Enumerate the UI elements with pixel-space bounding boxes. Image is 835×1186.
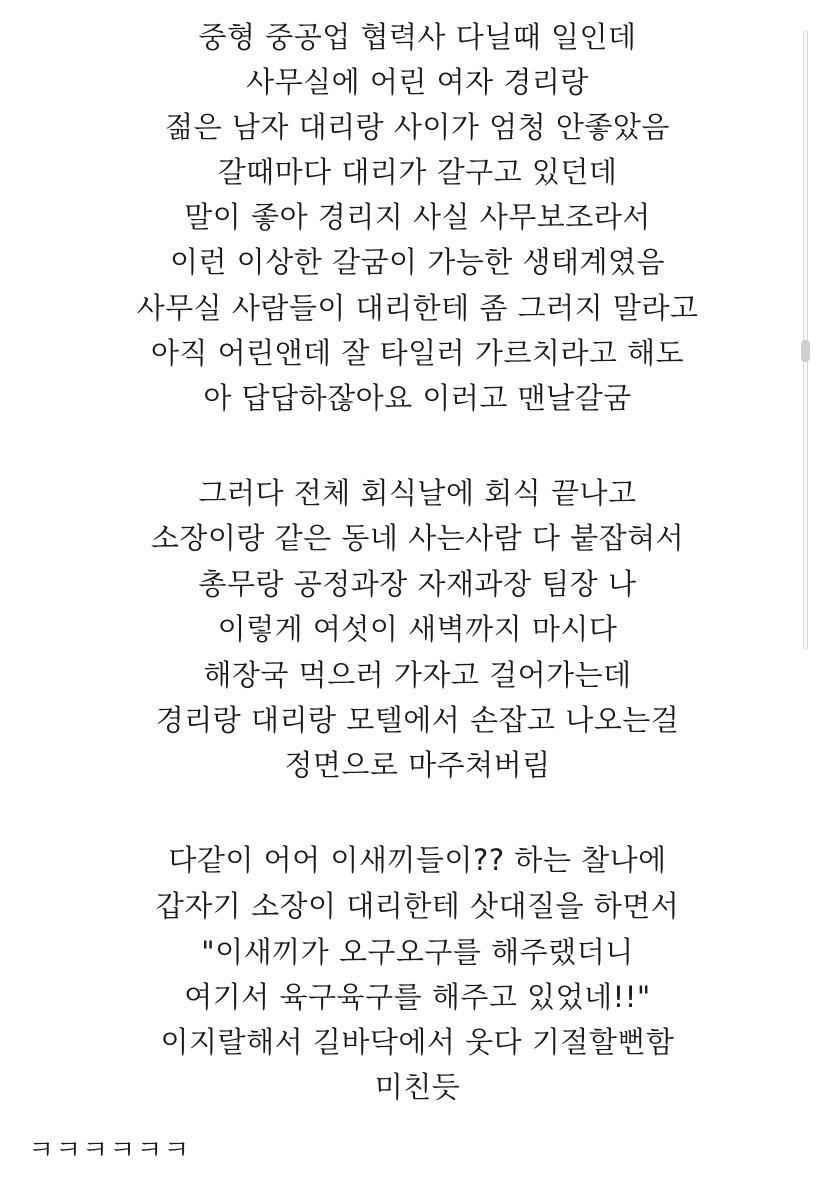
post-line: 정면으로 마주쳐버림 xyxy=(284,748,551,782)
post-line: 총무랑 공정과장 자재과장 팀장 나 xyxy=(198,567,637,601)
post-line: 중형 중공업 협력사 다닐때 일인데 xyxy=(198,20,637,54)
post-line: 젊은 남자 대리랑 사이가 엄청 안좋았음 xyxy=(165,110,670,144)
post-line: 사무실에 어린 여자 경리랑 xyxy=(246,65,589,99)
post-line: 이렇게 여섯이 새벽까지 마시다 xyxy=(217,612,618,646)
post-line: 사무실 사람들이 대리한테 좀 그러지 말라고 xyxy=(136,291,699,325)
post-line: 여기서 육구육구를 해주고 있었네!!" xyxy=(184,980,651,1014)
post-line: 다같이 어어 이새끼들이?? 하는 찰나에 xyxy=(168,843,667,877)
post-line: 해장국 먹으러 가자고 걸어가는데 xyxy=(203,658,632,692)
footer-text: ㅋㅋㅋㅋㅋㅋ xyxy=(28,1135,191,1166)
post-line: 갈때마다 대리가 갈구고 있던데 xyxy=(217,155,618,189)
post-line: "이새끼가 오구오구를 해주랬더니 xyxy=(201,935,634,969)
post-line: 미친듯 xyxy=(374,1070,461,1104)
post-line: 소장이랑 같은 동네 사는사람 다 붙잡혀서 xyxy=(150,521,685,555)
post-line: 이지랄해서 길바닥에서 웃다 기절할뻔함 xyxy=(160,1025,675,1059)
post-line: 이런 이상한 갈굼이 가능한 생태계였음 xyxy=(169,245,666,279)
post-line: 말이 좋아 경리지 사실 사무보조라서 xyxy=(184,200,651,234)
post-line: 갑자기 소장이 대리한테 삿대질을 하면서 xyxy=(155,889,680,923)
post-line: 아직 어린앤데 잘 타일러 가르치라고 해도 xyxy=(150,336,685,370)
post-line: 경리랑 대리랑 모텔에서 손잡고 나오는걸 xyxy=(155,703,680,737)
scrollbar-thumb[interactable] xyxy=(801,340,810,362)
post-line: 아 답답하잖아요 이러고 맨날갈굼 xyxy=(203,381,632,415)
post-line: 그러다 전체 회식날에 회식 끝나고 xyxy=(198,476,637,510)
